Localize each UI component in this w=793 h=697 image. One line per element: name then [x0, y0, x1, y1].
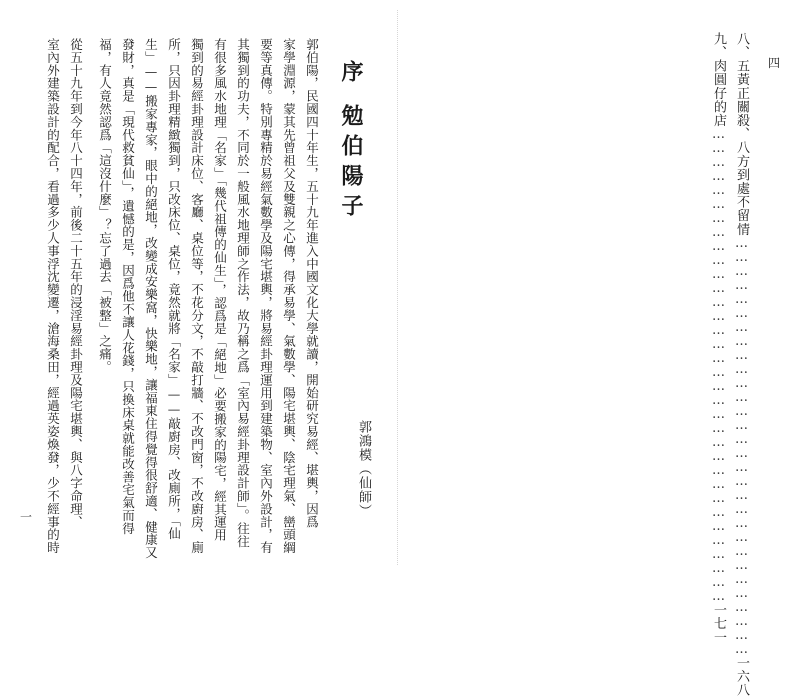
preface-text-column: 家學淵源，蒙其先曾祖父及雙親之心傳，得承易學、氣數學、陽宅堪輿、陰宅理氣、巒頭綱: [281, 38, 297, 554]
page-gutter: [397, 10, 398, 565]
preface-text-column: 要等真傳。特別專精於易經氣數學及陽宅堪輿，將易經卦理運用到建築物、室內外設計，有: [258, 38, 274, 554]
preface-heading: 序: [338, 60, 364, 90]
right-page-number: 四: [768, 56, 781, 70]
preface-text-column: 郭伯陽，民國四十年生，五十九年進入中國文化大學就讀，開始研究易經、堪輿，因爲: [304, 38, 320, 529]
preface-text-column: 獨到的易經卦理設計床位、客廳、桌位等，不花分文，不敲打牆、不改門窗，不改廚房、廁: [189, 38, 205, 554]
preface-text-column: 所，只因卦理精緻獨到，只改床位、桌位，竟然就將「名家」——敲廚房、改廁所，「仙: [166, 38, 182, 540]
toc-entry-leader: ………………………………………………………………………………: [734, 236, 749, 656]
preface-text-column: 有很多風水地理「名家」「幾代祖傳的仙生」，認爲是「絕地」必要搬家的陽宅，經其運用: [212, 38, 228, 542]
toc-entry: [735, 32, 748, 697]
preface-text-column: 生」——搬家專家，眼中的絕地，改變成安樂窩，快樂地，讓福東住得覺得很舒適、健康又: [143, 38, 159, 559]
preface-title: 勉伯陽子: [338, 104, 364, 224]
preface-text-column: 室內外建築設計的配合，看過多少人事浮沈變遷，滄海桑田，經過英姿煥發，少不經事的時: [45, 38, 61, 554]
preface-text-column: 其獨到的功夫，不同於一般風水地理師之作法，故乃稱之爲「室內易經卦理設計師」。往往: [235, 38, 251, 548]
preface-author: 郭鴻模（仙師）: [356, 420, 371, 518]
toc-entry-leader: …………………………………………………………………………………………: [711, 127, 726, 604]
preface-text-column: 從五十九年到今年八十四年，前後二十五年的浸淫易經卦理及陽宅堪輿、與八字命理、: [68, 38, 84, 529]
toc-entry-title: 九、肉圓仔的店: [711, 32, 726, 128]
toc-entry: [712, 32, 725, 644]
preface-text-column: 發財，真是「現代救貧仙」，遺憾的是，因爲他不讓人花錢，只換床桌就能改善宅氣而得: [120, 38, 136, 535]
preface-text-column: 福，有人竟然認爲「這沒什麼」？忘了過去「被整」之痛。: [97, 38, 113, 374]
toc-entry-title: 八、五黃正關殺、八方到處不留情: [734, 32, 749, 236]
toc-entry-page: 一六八: [734, 656, 749, 697]
left-page-number: 一: [20, 510, 33, 524]
toc-entry-page: 一七一: [711, 603, 726, 645]
